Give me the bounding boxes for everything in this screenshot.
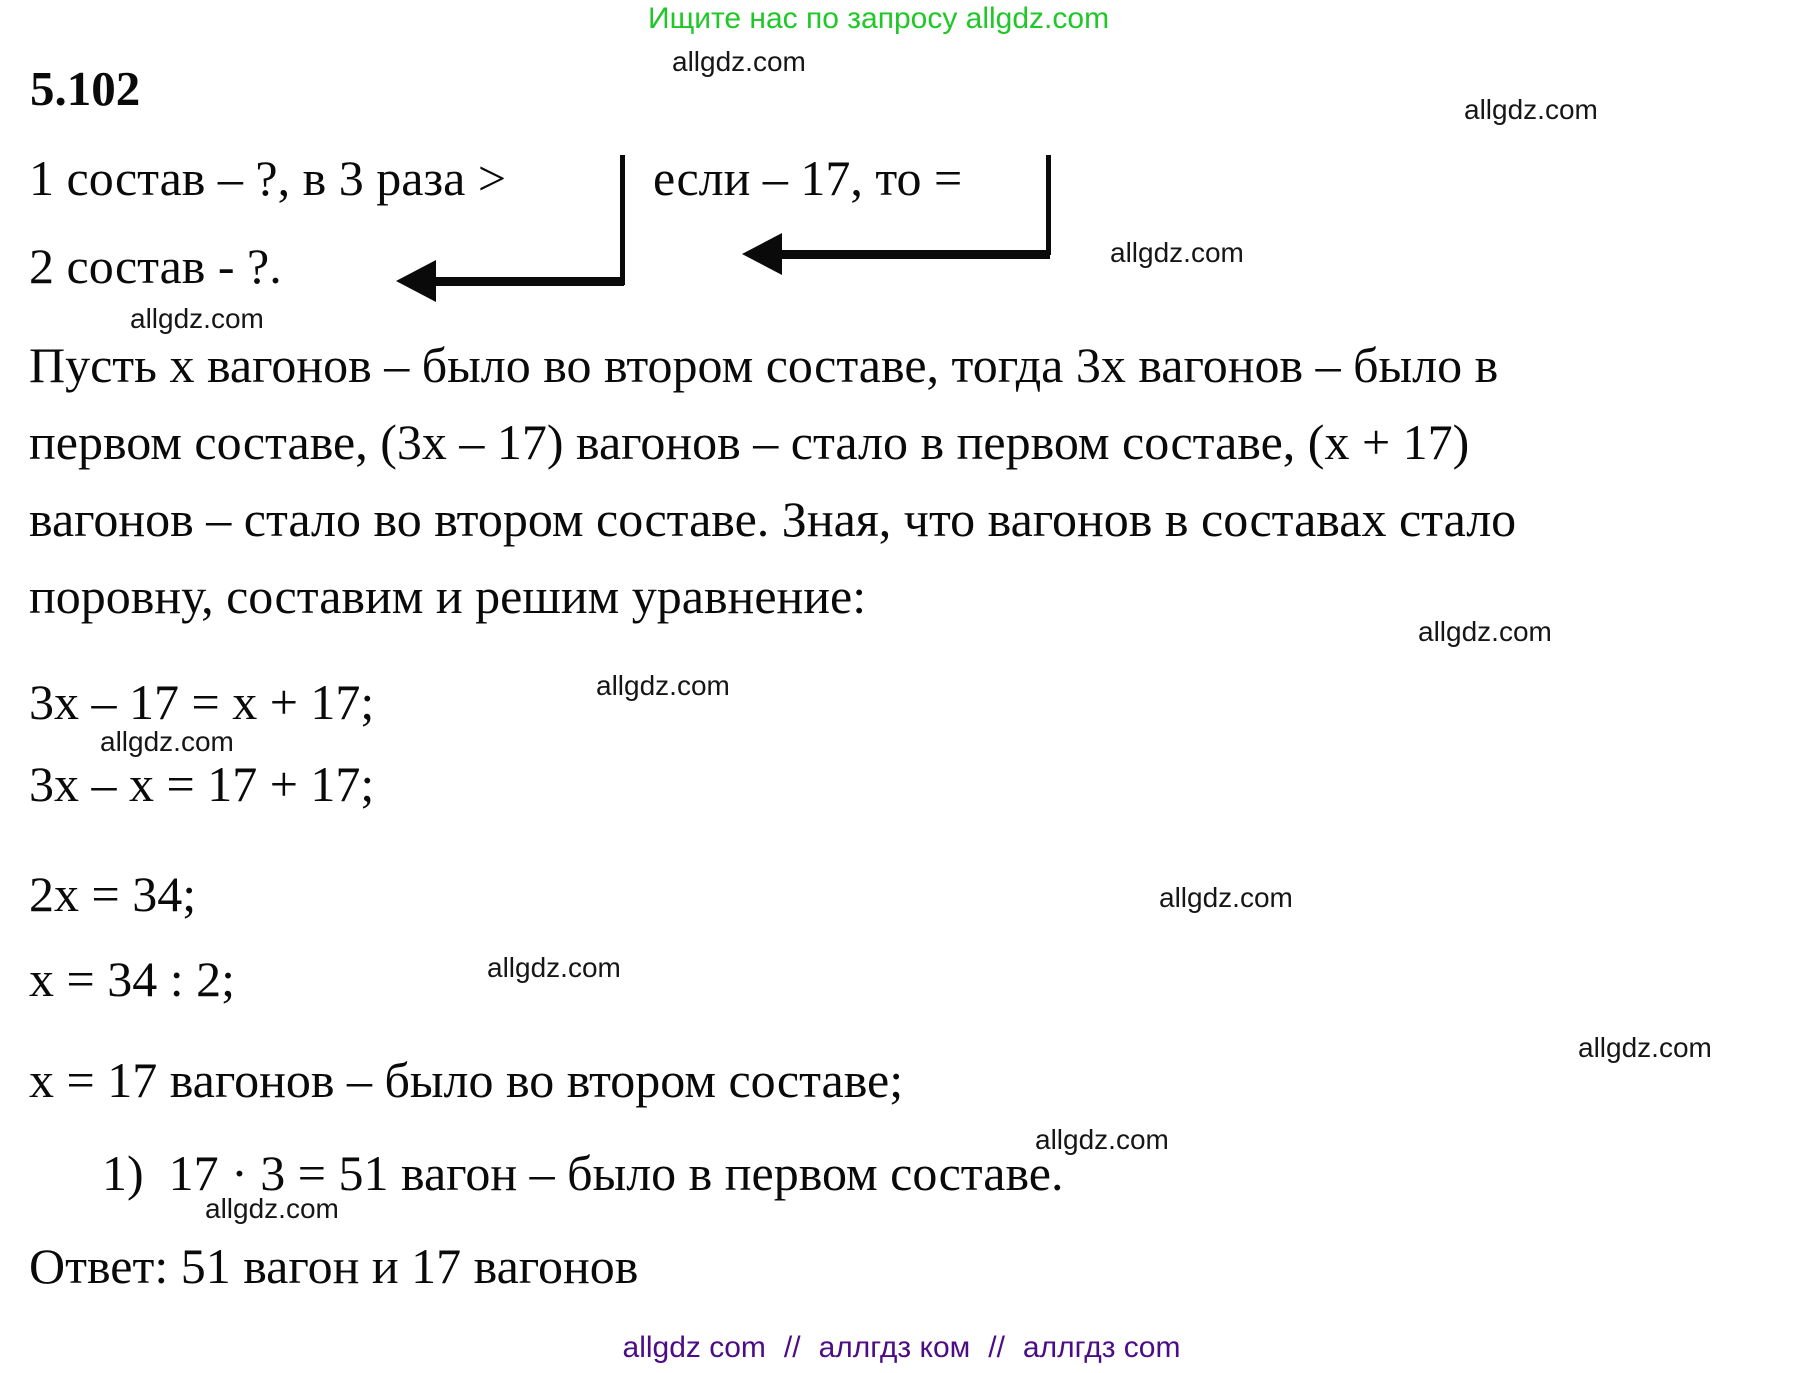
watermark-allgdz: allgdz.com	[596, 670, 730, 701]
watermark-allgdz: allgdz.com	[1578, 1032, 1712, 1063]
footer-domain-text: аллгдз com	[1022, 1331, 1181, 1364]
footer-links	[623, 1331, 1181, 1365]
watermark-allgdz: allgdz.com	[205, 1193, 339, 1224]
watermark-allgdz: allgdz.com	[1035, 1124, 1169, 1155]
watermark-allgdz: allgdz.com	[1159, 882, 1293, 913]
paragraph-line: поровну, составим и решим уравнение:	[29, 568, 867, 624]
equation-line: х = 34 : 2;	[29, 951, 235, 1007]
footer-separator: //	[783, 1331, 801, 1364]
paragraph-line: вагонов – стало во втором составе. Зная, что вагонов в составах стало	[29, 491, 1517, 547]
paragraph-line: Пусть х вагонов – было во втором составе, тогда 3х вагонов – было в	[29, 337, 1499, 393]
watermark-allgdz: allgdz.com	[130, 303, 264, 334]
footer-domain-text: allgdz com	[622, 1331, 766, 1364]
answer-line: Ответ: 51 вагон и 17 вагонов	[29, 1238, 639, 1294]
problem-number: 5.102	[30, 61, 141, 116]
equation-line: 3х – х = 17 + 17;	[29, 756, 375, 812]
promo-banner: Ищите нас по запросу allgdz.com	[648, 2, 1110, 35]
watermark-allgdz: allgdz.com	[1110, 237, 1244, 268]
given-condition-2: если – 17, то =	[653, 150, 963, 206]
calculation-step: 1) 17 · 3 = 51 вагон – было в первом составе.	[102, 1145, 1064, 1201]
equation-line: 3х – 17 = х + 17;	[29, 674, 375, 730]
given-condition-3: 2 состав - ?.	[29, 238, 282, 294]
arrow-left-shaft	[432, 277, 624, 286]
paragraph-line: первом составе, (3х – 17) вагонов – стало в первом составе, (х + 17)	[29, 414, 1470, 470]
arrowhead-left-icon	[742, 233, 782, 275]
watermark-allgdz: allgdz.com	[1464, 94, 1598, 125]
equation-line: 2х = 34;	[29, 866, 197, 922]
divider-line-2	[1046, 155, 1051, 255]
arrowhead-left-icon	[396, 260, 436, 302]
divider-line-1	[620, 155, 625, 285]
arrow-right-shaft	[778, 250, 1050, 259]
watermark-allgdz: allgdz.com	[100, 726, 234, 757]
equation-line: х = 17 вагонов – было во втором составе;	[29, 1052, 904, 1108]
given-condition-1: 1 состав – ?, в 3 раза >	[29, 150, 507, 206]
footer-domain-text: аллгдз ком	[818, 1331, 971, 1364]
watermark-allgdz: allgdz.com	[487, 952, 621, 983]
watermark-allgdz: allgdz.com	[1418, 616, 1552, 647]
watermark-allgdz: allgdz.com	[672, 46, 806, 77]
footer-separator: //	[988, 1331, 1005, 1364]
